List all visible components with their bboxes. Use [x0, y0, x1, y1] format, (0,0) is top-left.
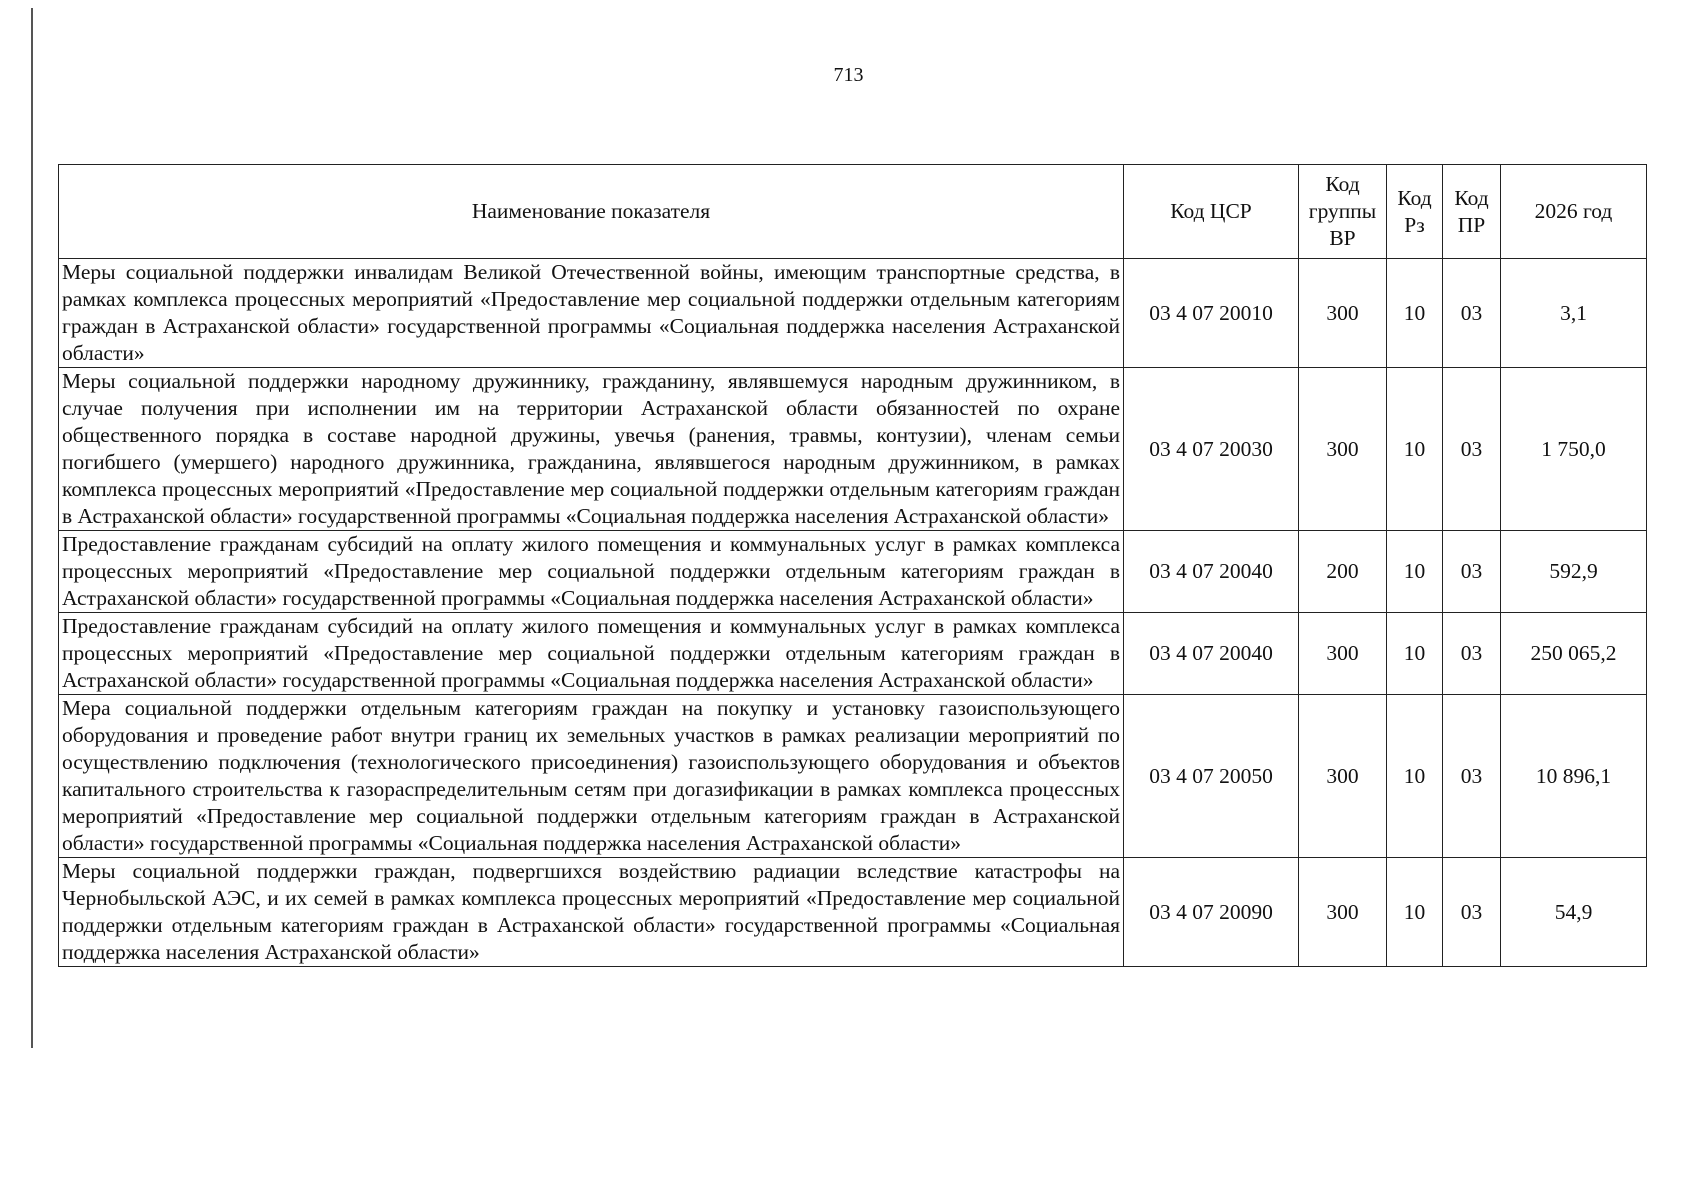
header-year: 2026 год: [1501, 165, 1647, 259]
budget-table: [58, 164, 1647, 967]
row-pr-code: 03: [1443, 259, 1501, 368]
row-rz-code: 10: [1387, 259, 1443, 368]
row-vr-code: 200: [1299, 531, 1387, 613]
row-name: Мера социальной поддержки отдельным категориям граждан на покупку и установку газоиспользующего оборудования и проведение работ внутри границ их земельных участков в рамках реализации мероприятий по осуществлению подключения (технологического присоединения) газоиспользующего оборудования и объектов капитального строительства к газораспределительным сетям при догазификации в рамках комплекса процессных мероприятий «Предоставление мер социальной поддержки отдельным категориям граждан в Астраханской области» государственной программы «Социальная поддержка населения Астраханской области»: [59, 695, 1124, 858]
table-row: [59, 259, 1647, 368]
row-csr-code: 03 4 07 20030: [1124, 368, 1299, 531]
binding-margin-line: [31, 8, 33, 1048]
row-name: Предоставление гражданам субсидий на оплату жилого помещения и коммунальных услуг в рамках комплекса процессных мероприятий «Предоставление мер социальной поддержки отдельным категориям граждан в Астраханской области» государственной программы «Социальная поддержка населения Астраханской области»: [59, 613, 1124, 695]
row-vr-code: 300: [1299, 695, 1387, 858]
row-amount: 3,1: [1501, 259, 1647, 368]
row-name: Меры социальной поддержки граждан, подвергшихся воздействию радиации вследствие катастрофы на Чернобыльской АЭС, и их семей в рамках комплекса процессных мероприятий «Предоставление мер социальной поддержки отдельным категориям граждан в Астраханской области» государственной программы «Социальная поддержка населения Астраханской области»: [59, 858, 1124, 967]
row-name: Меры социальной поддержки народному дружиннику, гражданину, являвшемуся народным дружинником, в случае получения при исполнении им на территории Астраханской области обязанностей по охране общественного порядка в составе народной дружины, увечья (ранения, травмы, контузии), членам семьи погибшего (умершего) народного дружинника, гражданина, являвшегося народным дружинником, в рамках комплекса процессных мероприятий «Предоставление мер социальной поддержки отдельным категориям граждан в Астраханской области» государственной программы «Социальная поддержка населения Астраханской области»: [59, 368, 1124, 531]
row-amount: 592,9: [1501, 531, 1647, 613]
table-row: [59, 531, 1647, 613]
table-row: [59, 695, 1647, 858]
table-row: [59, 613, 1647, 695]
row-pr-code: 03: [1443, 368, 1501, 531]
row-amount: 10 896,1: [1501, 695, 1647, 858]
page-number: 713: [833, 64, 864, 86]
row-csr-code: 03 4 07 20050: [1124, 695, 1299, 858]
table-header-row: [59, 165, 1647, 259]
row-amount: 54,9: [1501, 858, 1647, 967]
row-csr-code: 03 4 07 20010: [1124, 259, 1299, 368]
row-vr-code: 300: [1299, 259, 1387, 368]
row-csr-code: 03 4 07 20090: [1124, 858, 1299, 967]
row-vr-code: 300: [1299, 613, 1387, 695]
header-vr-code: Код группы ВР: [1299, 165, 1387, 259]
row-rz-code: 10: [1387, 531, 1443, 613]
row-rz-code: 10: [1387, 858, 1443, 967]
row-rz-code: 10: [1387, 695, 1443, 858]
row-name: Предоставление гражданам субсидий на оплату жилого помещения и коммунальных услуг в рамках комплекса процессных мероприятий «Предоставление мер социальной поддержки отдельным категориям граждан в Астраханской области» государственной программы «Социальная поддержка населения Астраханской области»: [59, 531, 1124, 613]
row-pr-code: 03: [1443, 531, 1501, 613]
row-rz-code: 10: [1387, 368, 1443, 531]
row-pr-code: 03: [1443, 858, 1501, 967]
row-amount: 250 065,2: [1501, 613, 1647, 695]
header-name: Наименование показателя: [59, 165, 1124, 259]
table-row: [59, 858, 1647, 967]
row-rz-code: 10: [1387, 613, 1443, 695]
row-amount: 1 750,0: [1501, 368, 1647, 531]
row-pr-code: 03: [1443, 613, 1501, 695]
row-vr-code: 300: [1299, 368, 1387, 531]
table-row: [59, 368, 1647, 531]
row-pr-code: 03: [1443, 695, 1501, 858]
row-csr-code: 03 4 07 20040: [1124, 531, 1299, 613]
header-pr-code: Код ПР: [1443, 165, 1501, 259]
row-csr-code: 03 4 07 20040: [1124, 613, 1299, 695]
header-rz-code: Код Рз: [1387, 165, 1443, 259]
row-vr-code: 300: [1299, 858, 1387, 967]
header-csr-code: Код ЦСР: [1124, 165, 1299, 259]
row-name: Меры социальной поддержки инвалидам Великой Отечественной войны, имеющим транспортные средства, в рамках комплекса процессных мероприятий «Предоставление мер социальной поддержки отдельным категориям граждан в Астраханской области» государственной программы «Социальная поддержка населения Астраханской области»: [59, 259, 1124, 368]
